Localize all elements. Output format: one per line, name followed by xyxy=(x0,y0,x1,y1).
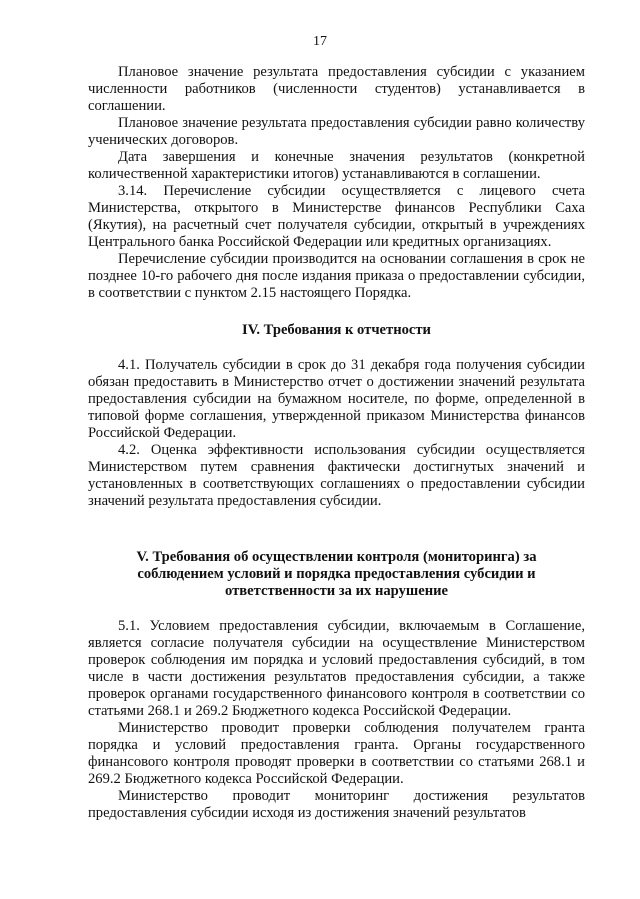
paragraph: Плановое значение результата предоставления субсидии равно количеству ученических договоров. xyxy=(88,115,585,148)
page-number: 17 xyxy=(313,34,327,49)
spacer xyxy=(88,339,585,357)
paragraph: Министерство проводит проверки соблюдения получателем гранта порядка и условий предоставления гранта. Органы государственного финансового контроля проводят проверки в соответствии со статьями 268.1 и 269.2 Бюджетного кодекса Российской Федерации. xyxy=(88,720,585,787)
section-heading-line: ответственности за их нарушение xyxy=(225,583,448,599)
paragraph: Плановое значение результата предоставления субсидии с указанием численности работников (численности студентов) устанавливается в соглашении. xyxy=(88,64,585,114)
section-heading-iv: IV. Требования к отчетности xyxy=(242,322,431,338)
paragraph-5-1: 5.1. Условием предоставления субсидии, включаемым в Соглашение, является согласие получателя субсидии на осуществление Министерством проверок соблюдения им порядка и условий предоставления субсидий, в том числе в части достижения результатов предоставления субсидии, а также проверок органами государственного финансового контроля в соответствии со статьями 268.1 и 269.2 Бюджетного кодекса Российской Федерации. xyxy=(88,618,585,719)
document-body xyxy=(88,64,585,822)
spacer xyxy=(88,510,585,549)
paragraph-3-14: 3.14. Перечисление субсидии осуществляется с лицевого счета Министерства, открытого в Министерстве финансов Республики Саха (Якутия), на расчетный счет получателя субсидии, открытый в учреждениях Центрального банка Российской Федерации или кредитных организациях. xyxy=(88,183,585,250)
section-heading-line: V. Требования об осуществлении контроля (мониторинга) за xyxy=(136,549,537,565)
paragraph-4-2: 4.2. Оценка эффективности использования субсидии осуществляется Министерством путем сравнения фактически достигнутых значений и установленных в соответствующих соглашениях о предоставлении субсидии значений результата предоставления субсидии. xyxy=(88,442,585,509)
spacer xyxy=(88,600,585,618)
paragraph: Перечисление субсидии производится на основании соглашения в срок не позднее 10-го рабочего дня после издания приказа о предоставлении субсидии, в соответствии с пунктом 2.15 настоящего Порядка. xyxy=(88,251,585,301)
paragraph: Дата завершения и конечные значения результатов (конкретной количественной характеристики итогов) устанавливаются в соглашении. xyxy=(88,149,585,182)
paragraph: Министерство проводит мониторинг достижения результатов предоставления субсидии исходя из достижения значений результатов xyxy=(88,788,585,821)
section-heading-v xyxy=(88,549,585,600)
section-heading-line: соблюдением условий и порядка предоставления субсидии и xyxy=(137,566,536,582)
paragraph-4-1: 4.1. Получатель субсидии в срок до 31 декабря года получения субсидии обязан предоставить в Министерство отчет о достижении значений результата предоставления субсидии на бумажном носителе, по форме, определенной в типовой форме соглашения, утвержденной приказом Министерства финансов Российской Федерации. xyxy=(88,357,585,441)
spacer xyxy=(88,302,585,322)
